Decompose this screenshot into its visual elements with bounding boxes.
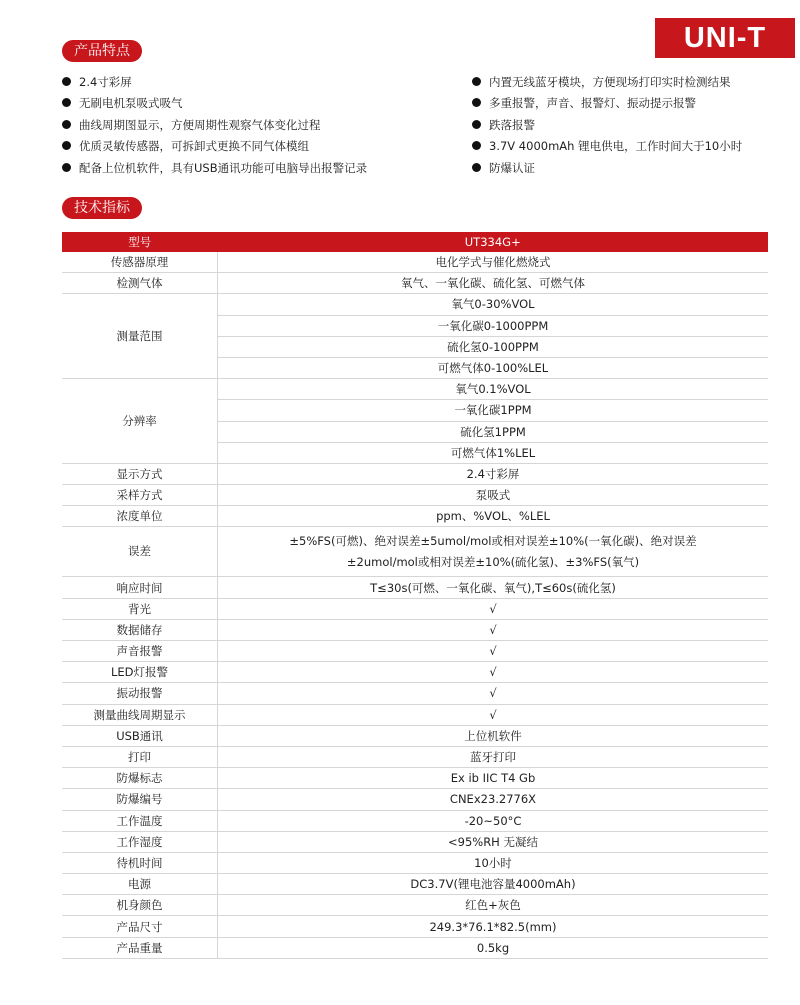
row-label: 响应时间 — [62, 577, 218, 598]
model-value: UT334G+ — [218, 232, 769, 252]
row-label: 数据储存 — [62, 619, 218, 640]
row-label: 防爆标志 — [62, 768, 218, 789]
table-row — [62, 895, 768, 916]
checkmark-icon: √ — [218, 598, 769, 619]
table-header-row — [62, 232, 768, 252]
table-row — [62, 598, 768, 619]
checkmark-icon: √ — [218, 662, 769, 683]
checkmark-icon: √ — [218, 683, 769, 704]
row-label: 测量范围 — [62, 294, 218, 379]
table-row — [62, 725, 768, 746]
row-label: 分辨率 — [62, 379, 218, 464]
row-label: USB通讯 — [62, 725, 218, 746]
error-line-2: ±2umol/mol或相对误差±10%(硫化氢)、±3%FS(氧气) — [346, 554, 640, 569]
row-label: 检测气体 — [62, 273, 218, 294]
checkmark-icon: √ — [218, 641, 769, 662]
checkmark-icon: √ — [218, 704, 769, 725]
row-label: 工作温度 — [62, 810, 218, 831]
row-value: 硫化氢1PPM — [218, 421, 769, 442]
table-row — [62, 768, 768, 789]
feature-item: 3.7V 4000mAh 锂电供电，工作时间大于10小时 — [472, 136, 742, 156]
table-row — [62, 527, 768, 577]
row-value: ppm、%VOL、%LEL — [218, 506, 769, 527]
table-row — [62, 810, 768, 831]
table-row — [62, 294, 768, 315]
row-label: 机身颜色 — [62, 895, 218, 916]
bullet-icon — [62, 163, 71, 172]
row-value: 氧气、一氧化碳、硫化氢、可燃气体 — [218, 273, 769, 294]
table-row — [62, 619, 768, 640]
feature-item: 曲线周期图显示，方便周期性观察气体变化过程 — [62, 115, 321, 135]
table-row — [62, 831, 768, 852]
row-value: -20~50°C — [218, 810, 769, 831]
row-label: 振动报警 — [62, 683, 218, 704]
bullet-icon — [472, 120, 481, 129]
bullet-icon — [472, 77, 481, 86]
uni-t-logo: UNI-T — [655, 18, 795, 58]
row-value: 可燃气体1%LEL — [218, 442, 769, 463]
table-row — [62, 874, 768, 895]
table-row — [62, 746, 768, 767]
row-label: LED灯报警 — [62, 662, 218, 683]
row-label: 工作湿度 — [62, 831, 218, 852]
row-value: 249.3*76.1*82.5(mm) — [218, 916, 769, 937]
feature-item: 防爆认证 — [472, 158, 535, 178]
checkmark-icon: √ — [218, 619, 769, 640]
row-value: 一氧化碳1PPM — [218, 400, 769, 421]
row-label: 产品尺寸 — [62, 916, 218, 937]
bullet-icon — [62, 120, 71, 129]
row-value: 一氧化碳0-1000PPM — [218, 315, 769, 336]
row-value: Ex ib IIC T4 Gb — [218, 768, 769, 789]
row-value: T≤30s(可燃、一氧化碳、氧气),T≤60s(硫化氢) — [218, 577, 769, 598]
row-label: 测量曲线周期显示 — [62, 704, 218, 725]
table-row — [62, 641, 768, 662]
table-row — [62, 273, 768, 294]
bullet-icon — [472, 163, 481, 172]
row-label: 传感器原理 — [62, 252, 218, 273]
row-label: 背光 — [62, 598, 218, 619]
row-value: DC3.7V(锂电池容量4000mAh) — [218, 874, 769, 895]
row-label: 电源 — [62, 874, 218, 895]
table-row — [62, 485, 768, 506]
row-value: 氧气0.1%VOL — [218, 379, 769, 400]
feature-item: 无刷电机泵吸式吸气 — [62, 93, 183, 113]
table-row — [62, 789, 768, 810]
table-row — [62, 463, 768, 484]
row-label: 采样方式 — [62, 485, 218, 506]
table-row — [62, 252, 768, 273]
bullet-icon — [62, 98, 71, 107]
row-value: <95%RH 无凝结 — [218, 831, 769, 852]
row-value: CNEx23.2776X — [218, 789, 769, 810]
row-value: 蓝牙打印 — [218, 746, 769, 767]
features-section-title: 产品特点 — [62, 40, 142, 62]
row-value: 红色+灰色 — [218, 895, 769, 916]
feature-item: 配备上位机软件，具有USB通讯功能可电脑导出报警记录 — [62, 158, 367, 178]
row-label: 声音报警 — [62, 641, 218, 662]
feature-item: 优质灵敏传感器，可拆卸式更换不同气体模组 — [62, 136, 309, 156]
row-value: 泵吸式 — [218, 485, 769, 506]
bullet-icon — [62, 141, 71, 150]
table-row — [62, 506, 768, 527]
bullet-icon — [472, 98, 481, 107]
bullet-icon — [472, 141, 481, 150]
table-row — [62, 379, 768, 400]
row-value — [218, 527, 769, 577]
row-value: 0.5kg — [218, 937, 769, 958]
row-label: 误差 — [62, 527, 218, 577]
row-value: 氧气0-30%VOL — [218, 294, 769, 315]
feature-item: 内置无线蓝牙模块，方便现场打印实时检测结果 — [472, 72, 731, 92]
table-row — [62, 704, 768, 725]
row-label: 防爆编号 — [62, 789, 218, 810]
bullet-icon — [62, 77, 71, 86]
row-label: 产品重量 — [62, 937, 218, 958]
table-row — [62, 683, 768, 704]
feature-item: 跌落报警 — [472, 115, 535, 135]
row-label: 浓度单位 — [62, 506, 218, 527]
row-value: 硫化氢0-100PPM — [218, 336, 769, 357]
row-value: 可燃气体0-100%LEL — [218, 357, 769, 378]
row-label: 显示方式 — [62, 463, 218, 484]
row-value: 2.4寸彩屏 — [218, 463, 769, 484]
row-value: 10小时 — [218, 852, 769, 873]
table-row — [62, 577, 768, 598]
table-row — [62, 852, 768, 873]
feature-item: 2.4寸彩屏 — [62, 72, 132, 92]
model-label: 型号 — [62, 232, 218, 252]
row-label: 待机时间 — [62, 852, 218, 873]
specs-section-title: 技术指标 — [62, 197, 142, 219]
error-line-1: ±5%FS(可燃)、绝对误差±5umol/mol或相对误差±10%(一氧化碳)、绝对误差 — [289, 533, 697, 548]
table-row — [62, 662, 768, 683]
feature-item: 多重报警，声音、报警灯、振动提示报警 — [472, 93, 696, 113]
row-label: 打印 — [62, 746, 218, 767]
row-value: 电化学式与催化燃烧式 — [218, 252, 769, 273]
table-row — [62, 937, 768, 958]
row-value: 上位机软件 — [218, 725, 769, 746]
table-row — [62, 916, 768, 937]
spec-table — [62, 232, 768, 959]
